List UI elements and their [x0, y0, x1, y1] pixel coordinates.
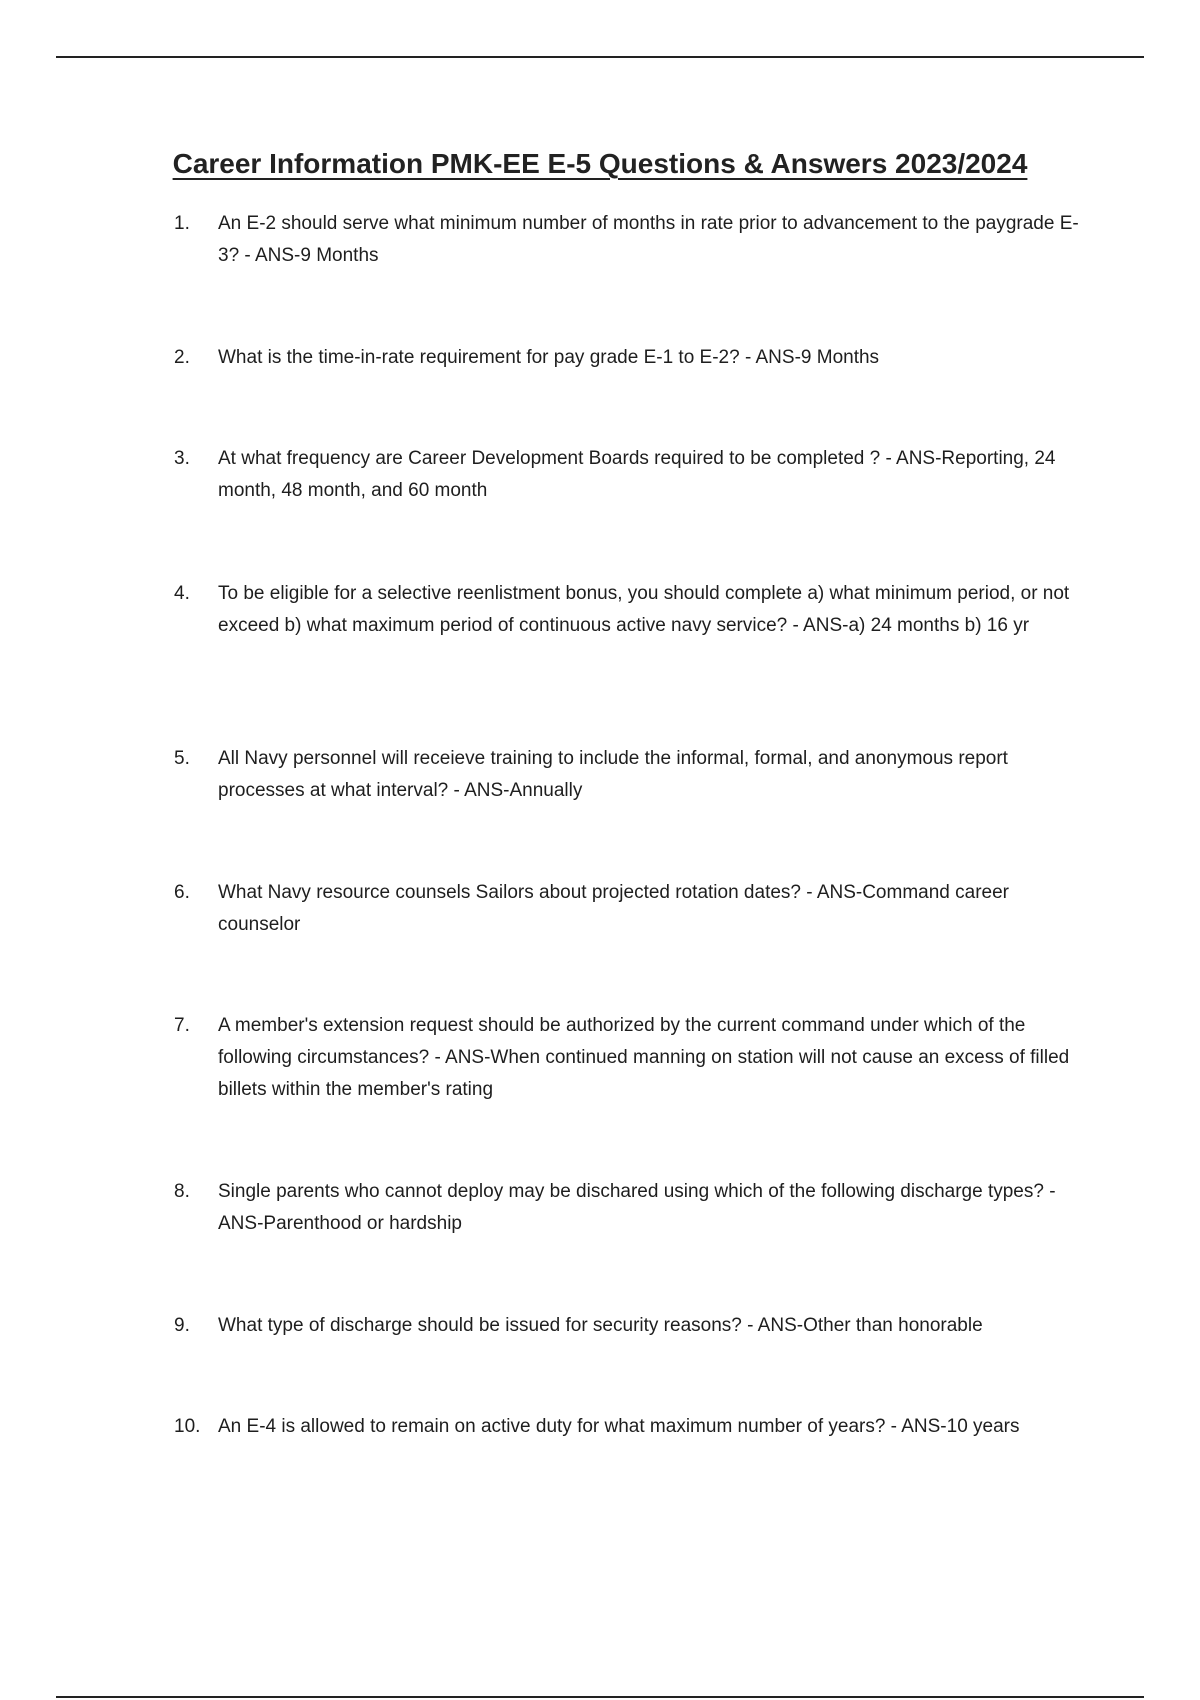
bottom-rule: [56, 1696, 1144, 1698]
qa-text: At what frequency are Career Development Boards required to be completed ? - ANS-Reporting, 24 month, 48 month, and 60 month: [218, 448, 1056, 501]
qa-item-1: [174, 208, 1087, 272]
qa-item-8: [174, 1176, 1087, 1240]
qa-number: 10.: [174, 1416, 201, 1437]
qa-text: A member's extension request should be authorized by the current command under which of the following circumstances? - ANS-When continued manning on station will not cause an excess of filled billets within the member's rating: [218, 1015, 1070, 1100]
qa-text: To be eligible for a selective reenlistment bonus, you should complete a) what minimum period, or not exceed b) what maximum period of continuous active navy service? - ANS-a) 24 months b) 16 yr: [218, 583, 1070, 636]
qa-text: All Navy personnel will receieve training to include the informal, formal, and anonymous report processes at what interval? - ANS-Annually: [218, 748, 1008, 801]
qa-number: 3.: [174, 448, 190, 469]
qa-item-9: [174, 1310, 1087, 1342]
qa-item-6: [174, 877, 1087, 941]
qa-number: 6.: [174, 882, 190, 903]
qa-number: 7.: [174, 1015, 190, 1036]
qa-number: 5.: [174, 748, 190, 769]
qa-item-4: [174, 578, 1087, 642]
qa-item-10: [174, 1411, 1087, 1443]
qa-text: An E-4 is allowed to remain on active duty for what maximum number of years? - ANS-10 years: [218, 1416, 1020, 1437]
qa-text: An E-2 should serve what minimum number of months in rate prior to advancement to the paygrade E-3? - ANS-9 Months: [218, 213, 1079, 266]
qa-number: 9.: [174, 1315, 190, 1336]
qa-text: What is the time-in-rate requirement for pay grade E-1 to E-2? - ANS-9 Months: [218, 347, 880, 368]
qa-text: Single parents who cannot deploy may be dischared using which of the following discharge types? - ANS-Parenthood or hardship: [218, 1181, 1056, 1234]
qa-item-3: [174, 443, 1087, 507]
qa-number: 4.: [174, 583, 190, 604]
qa-item-2: [174, 342, 1087, 374]
qa-number: 2.: [174, 347, 190, 368]
qa-text: What type of discharge should be issued for security reasons? - ANS-Other than honorable: [218, 1315, 983, 1336]
qa-item-5: [174, 743, 1087, 807]
qa-number: 1.: [174, 213, 190, 234]
qa-text: What Navy resource counsels Sailors about projected rotation dates? - ANS-Command career counselor: [218, 882, 1009, 935]
qa-number: 8.: [174, 1181, 190, 1202]
page-title: Career Information PMK-EE E-5 Questions & Answers 2023/2024: [172, 148, 1028, 179]
qa-item-7: [174, 1010, 1087, 1106]
